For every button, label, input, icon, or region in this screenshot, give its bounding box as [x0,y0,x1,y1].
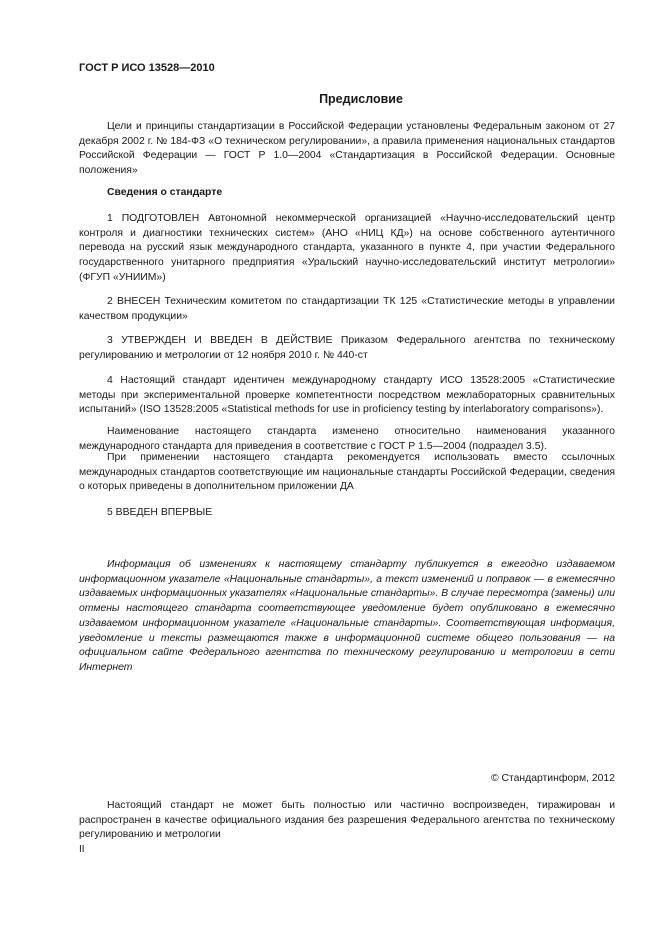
section-heading: Сведения о стандарте [107,187,223,198]
intro-paragraph: Цели и принципы стандартизации в Российской Федерации установлены Федеральным законом от 27 декабря 2002 г. № 184-ФЗ «О техническом регулировании», а правила применения национальных стандартов Российской Федерации — ГОСТ Р 1.0—2004 «Стандартизация в Российской Федерации. Основные положения» [79,121,615,177]
copyright: © Стандартинформ, 2012 [490,773,615,784]
info-notice: Информация об изменениях к настоящему стандарту публикуется в ежегодно издаваемом информационном указателе «Национальные стандарты», а текст изменений и поправок — в ежемесячно издаваемых информационных указателях «Национальные стандарты». В случае пересмотра (замены) или отмены настоящего стандарта соответствующее уведомление будет опубликовано в ежемесячно издаваемом информационном указателе «Национальные стандарты». Соответствующая информация, уведомление и тексты размещаются также в информационной системе общего пользования — на официальном сайте Федерального агентства по техническому регулированию и метрологии в сети Интернет [79,559,615,673]
item-4-identical: 4 Настоящий стандарт идентичен международному стандарту ИСО 13528:2005 «Статистические методы при экспериментальной проверке компетентности посредством межлабораторных сравнительных испытаний» (ISO 13528:2005 «Statistical methods for use in proficiency testing by interlaboratory comparisons»). [79,375,615,416]
item-3-approved: 3 УТВЕРЖДЕН И ВВЕДЕН В ДЕЙСТВИЕ Приказом Федерального агентства по техническому регулированию и метрологии от 12 ноября 2010 г. № 440-ст [79,335,615,361]
item-2-introduced: 2 ВНЕСЕН Техническим комитетом по стандартизации ТК 125 «Статистические методы в управлении качеством продукции» [79,296,615,322]
page-number: II [79,844,85,855]
page-title: Предисловие [319,92,403,106]
item-1-prepared: 1 ПОДГОТОВЛЕН Автономной некоммерческой организацией «Научно-исследовательский центр контроля и диагностики технических систем» (АНО «НИЦ КД») на основе собственного аутентичного перевода на русский язык международного стандарта, указанного в пункте 4, при участии Федерального государственного унитарного предприятия «Уральский научно-исследовательский институт метрологии» (ФГУП «УНИИМ») [79,213,615,283]
item-4-name-change: Наименование настоящего стандарта изменено относительно наименования указанного международного стандарта для приведения в соответствие с ГОСТ Р 1.5—2004 (подраздел 3.5). [79,426,615,452]
document-id-header: ГОСТ Р ИСО 13528—2010 [79,62,215,74]
reproduction-notice: Настоящий стандарт не может быть полностью или частично воспроизведен, тиражирован и распространен в качестве официального издания без разрешения Федерального агентства по техническому регулированию и метрологии [79,800,615,841]
item-4-references: При применении настоящего стандарта рекомендуется использовать вместо ссылочных международных стандартов соответствующие им национальные стандарты Российской Федерации, сведения о которых приведены в дополнительном приложении ДА [79,452,615,493]
item-5-first-introduced: 5 ВВЕДЕН ВПЕРВЫЕ [107,507,213,518]
